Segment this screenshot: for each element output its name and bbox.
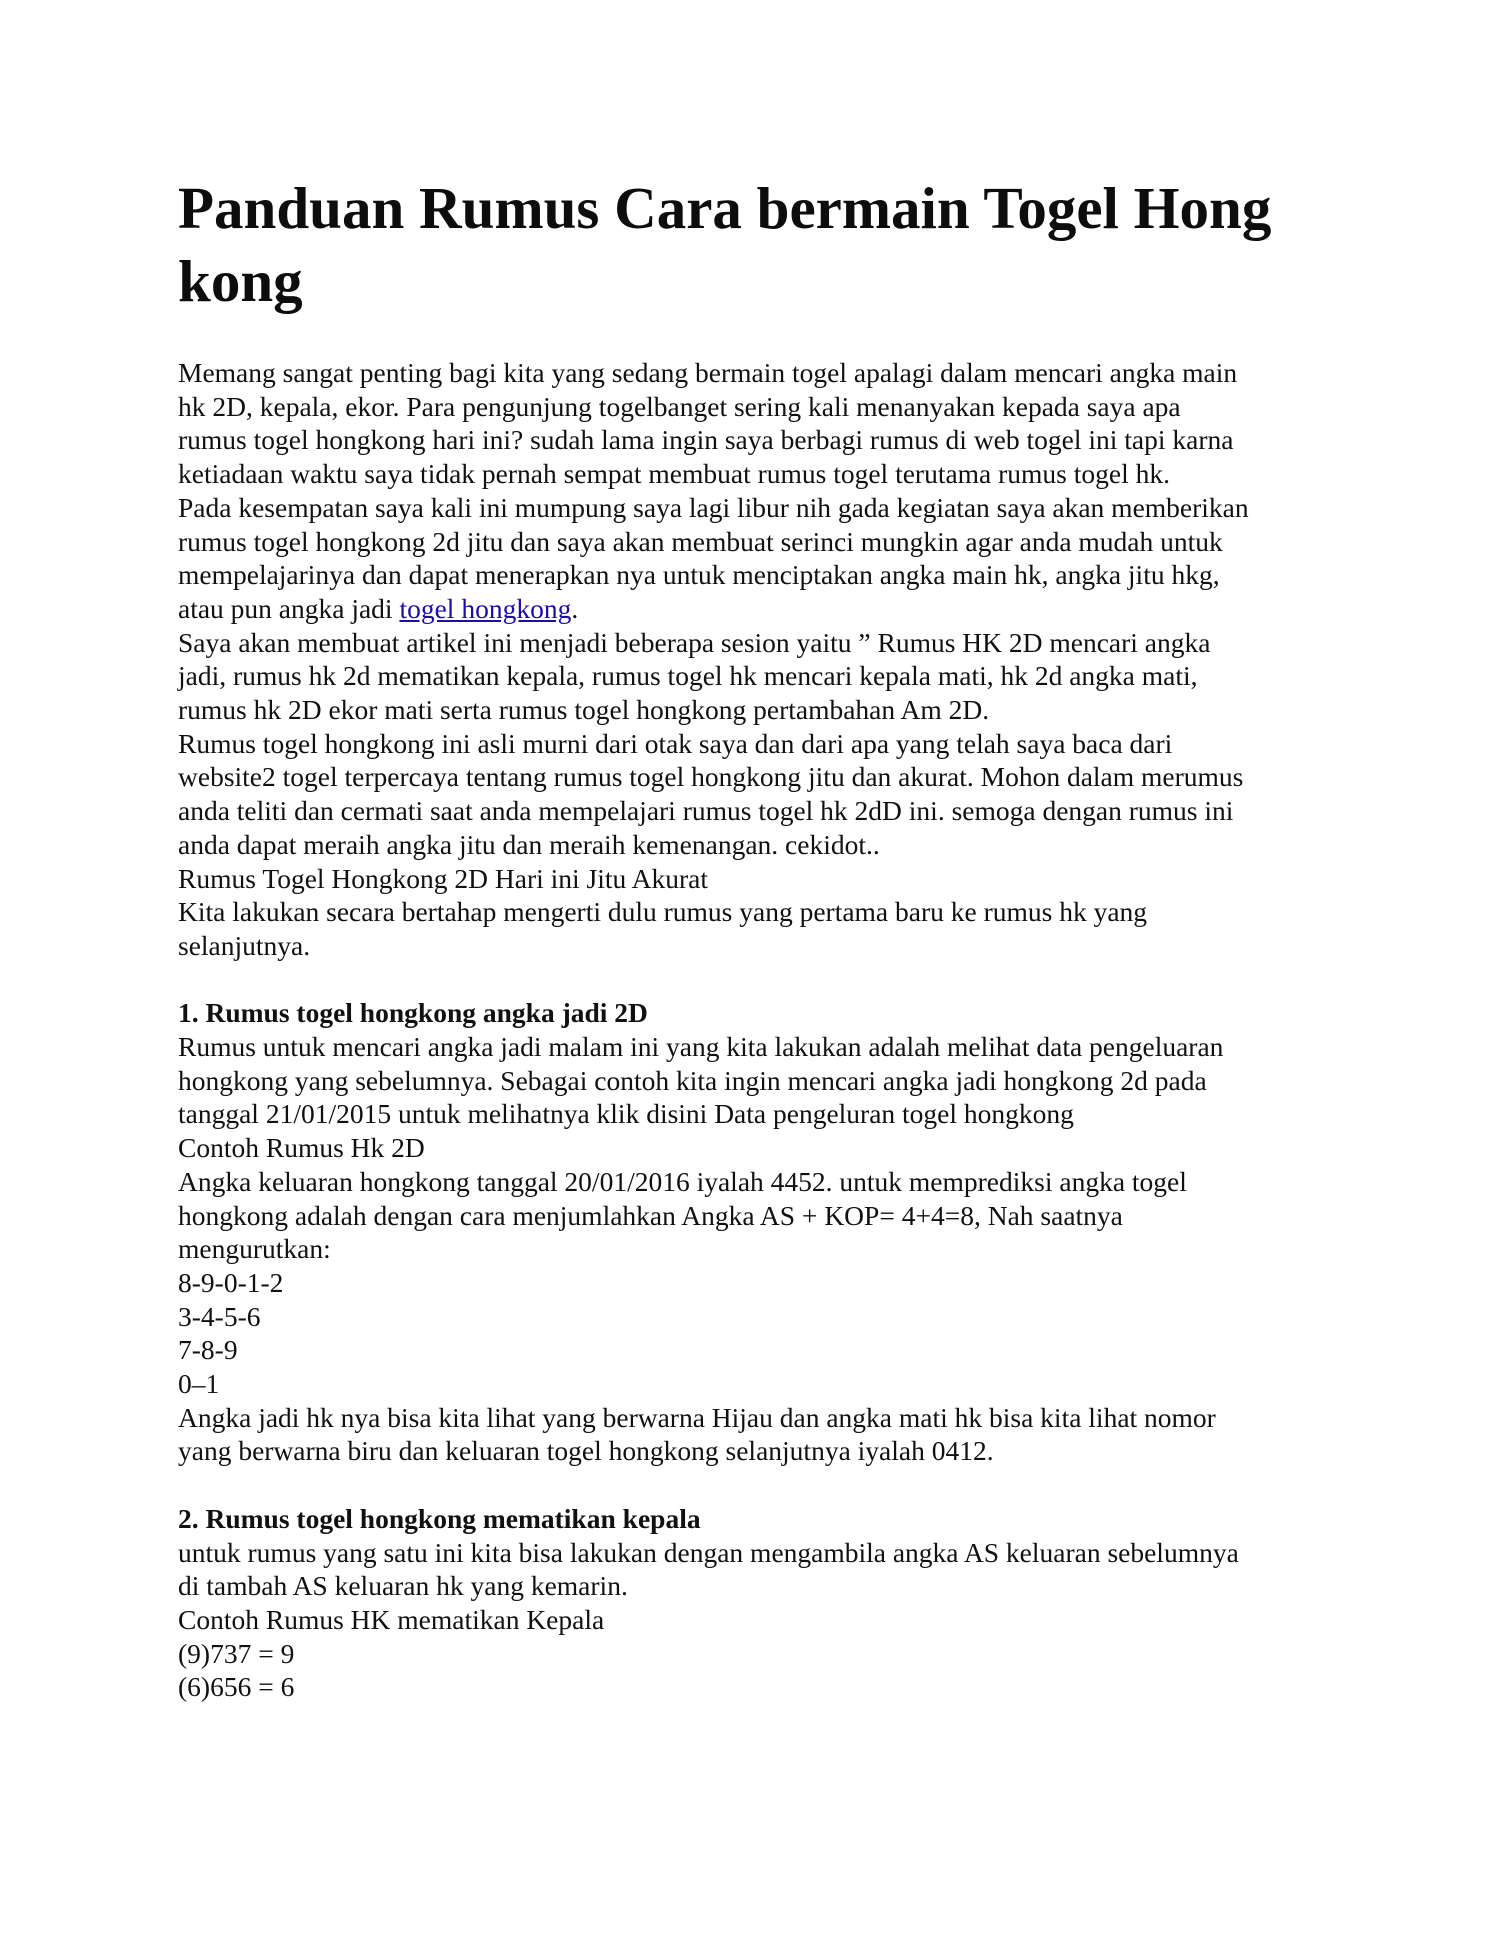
text-line: hongkong adalah dengan cara menjumlahkan Angka AS + KOP= 4+4=8, Nah saatnya	[178, 1199, 1123, 1231]
text-line: anda dapat meraih angka jitu dan meraih kemenangan. cekidot..	[178, 828, 880, 860]
link-suffix-text: .	[571, 592, 579, 624]
text-line: hk 2D, kepala, ekor. Para pengunjung togelbanget sering kali menanyakan kepada saya apa	[178, 390, 1181, 422]
text-line: di tambah AS keluaran hk yang kemarin.	[178, 1570, 628, 1602]
number-sequence-line: 3-4-5-6	[178, 1300, 261, 1332]
text-line: hongkong yang sebelumnya. Sebagai contoh kita ingin mencari angka jadi hongkong 2d pada	[178, 1064, 1207, 1096]
text-line: mengurutkan:	[178, 1233, 331, 1265]
text-line: Pada kesempatan saya kali ini mumpung saya lagi libur nih gada kegiatan saya akan memberikan	[178, 491, 1249, 523]
text-line: Kita lakukan secara bertahap mengerti dulu rumus yang pertama baru ke rumus hk yang	[178, 896, 1148, 928]
text-line: Contoh Rumus Hk 2D	[178, 1132, 425, 1164]
text-line-with-link	[178, 592, 1348, 626]
paragraph-spacer	[178, 1468, 1348, 1502]
middle-paragraphs	[178, 626, 1348, 963]
section-1	[178, 996, 1348, 1468]
formula-line: (6)656 = 6	[178, 1671, 295, 1703]
text-line: tanggal 21/01/2015 untuk melihatnya klik disini Data pengeluran togel hongkong	[178, 1098, 1074, 1130]
section-2-heading: 2. Rumus togel hongkong mematikan kepala	[178, 1502, 701, 1534]
text-line: Memang sangat penting bagi kita yang sedang bermain togel apalagi dalam mencari angka main	[178, 357, 1238, 388]
text-line: Rumus togel hongkong ini asli murni dari otak saya dan dari apa yang telah saya baca dari	[178, 727, 1173, 759]
article-content	[178, 172, 1348, 1704]
text-line: Rumus Togel Hongkong 2D Hari ini Jitu Akurat	[178, 862, 708, 894]
text-line: selanjutnya.	[178, 929, 311, 961]
number-sequence-line: 8-9-0-1-2	[178, 1266, 284, 1298]
text-line: untuk rumus yang satu ini kita bisa lakukan dengan mengambila angka AS keluaran sebelumnya	[178, 1536, 1239, 1568]
text-line: Rumus untuk mencari angka jadi malam ini yang kita lakukan adalah melihat data pengeluaran	[178, 1031, 1224, 1063]
text-line: ketiadaan waktu saya tidak pernah sempat membuat rumus togel terutama rumus togel hk.	[178, 458, 1171, 490]
text-line: Angka jadi hk nya bisa kita lihat yang berwarna Hijau dan angka mati hk bisa kita lihat nomor	[178, 1401, 1216, 1433]
number-sequence-line: 0–1	[178, 1368, 220, 1400]
paragraph-spacer	[178, 963, 1348, 997]
link-prefix-text: atau pun angka jadi	[178, 592, 400, 624]
text-line: anda teliti dan cermati saat anda mempelajari rumus togel hk 2dD ini. semoga dengan rumus ini	[178, 795, 1234, 827]
text-line: mempelajarinya dan dapat menerapkan nya untuk menciptakan angka main hk, angka jitu hkg,	[178, 559, 1220, 591]
section-2	[178, 1502, 1348, 1704]
text-line: rumus hk 2D ekor mati serta rumus togel hongkong pertambahan Am 2D.	[178, 694, 990, 726]
text-line: rumus togel hongkong 2d jitu dan saya akan membuat serinci mungkin agar anda mudah untuk	[178, 525, 1223, 557]
formula-line: (9)737 = 9	[178, 1637, 295, 1669]
text-line: jadi, rumus hk 2d mematikan kepala, rumus togel hk mencari kepala mati, hk 2d angka mati,	[178, 660, 1198, 692]
text-line: Angka keluaran hongkong tanggal 20/01/2016 iyalah 4452. untuk memprediksi angka togel	[178, 1165, 1187, 1197]
page-title: Panduan Rumus Cara bermain Togel Hong kong	[178, 175, 1272, 314]
text-line: rumus togel hongkong hari ini? sudah lama ingin saya berbagi rumus di web togel ini tapi karna	[178, 424, 1234, 456]
section-1-heading: 1. Rumus togel hongkong angka jadi 2D	[178, 997, 648, 1029]
number-sequence-line: 7-8-9	[178, 1334, 238, 1366]
text-line: website2 togel terpercaya tentang rumus togel hongkong jitu dan akurat. Mohon dalam merumus	[178, 761, 1244, 793]
text-line: Contoh Rumus HK mematikan Kepala	[178, 1603, 605, 1635]
text-line: Saya akan membuat artikel ini menjadi beberapa sesion yaitu ” Rumus HK 2D mencari angka	[178, 626, 1211, 658]
togel-hongkong-link[interactable]: togel hongkong	[399, 592, 572, 624]
intro-paragraph	[178, 356, 1348, 626]
text-line: yang berwarna biru dan keluaran togel hongkong selanjutnya iyalah 0412.	[178, 1435, 994, 1467]
